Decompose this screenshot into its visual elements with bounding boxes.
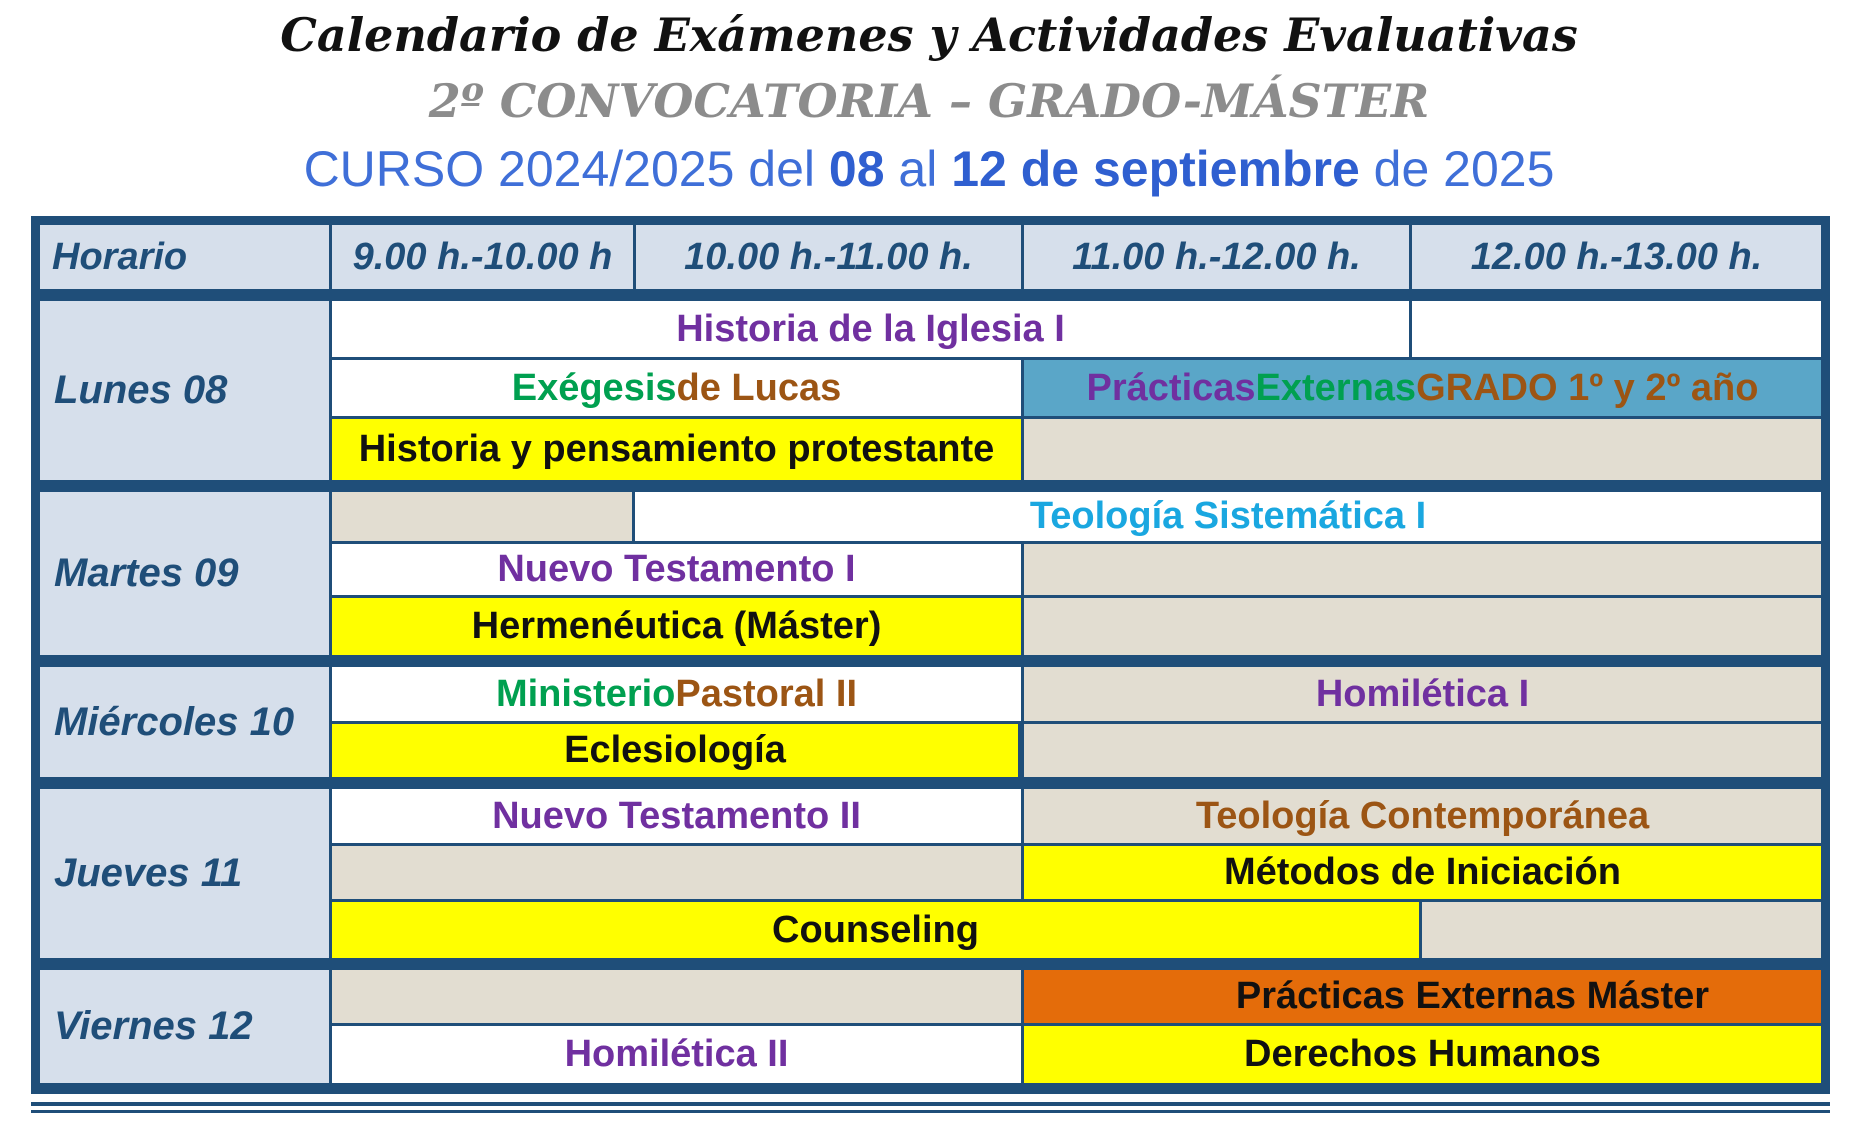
day-lunes: Lunes 08 — [40, 301, 329, 480]
ministerio-part-b: Pastoral II — [675, 672, 858, 715]
empty-cell — [1422, 902, 1821, 958]
exam-ministerio-pastoral — [332, 667, 1021, 721]
header-slot-2: 10.00 h.-11.00 h. — [636, 225, 1021, 289]
exam-nuevo-testamento-1: Nuevo Testamento I — [332, 544, 1021, 595]
empty-cell — [332, 970, 1021, 1023]
day-miercoles: Miércoles 10 — [40, 667, 329, 777]
exam-teologia-sistematica: Teología Sistemática I — [635, 492, 1821, 541]
header-slot-3: 11.00 h.-12.00 h. — [1024, 225, 1409, 289]
schedule-table — [31, 216, 1830, 1094]
exam-eclesiologia: Eclesiología — [332, 724, 1018, 777]
header-horario: Horario — [40, 225, 329, 289]
day-martes: Martes 09 — [40, 492, 329, 655]
course-prefix: CURSO 2024/2025 del — [303, 141, 829, 197]
empty-cell — [332, 492, 632, 541]
page-subtitle: 2º CONVOCATORIA – GRADO-MÁSTER — [428, 74, 1430, 128]
course-suffix: de 2025 — [1359, 141, 1555, 197]
exam-historia-iglesia: Historia de la Iglesia I — [332, 301, 1409, 357]
practicas-part-b: Externas — [1255, 366, 1417, 409]
date-end: 12 de septiembre — [951, 141, 1360, 197]
exam-hermeneutica: Hermenéutica (Máster) — [332, 598, 1021, 655]
empty-cell — [1024, 724, 1821, 777]
empty-cell — [1024, 544, 1821, 595]
page-title: Calendario de Exámenes y Actividades Evaluativas — [280, 8, 1578, 62]
empty-cell — [1412, 301, 1821, 357]
header-slot-4: 12.00 h.-13.00 h. — [1412, 225, 1821, 289]
day-viernes: Viernes 12 — [40, 970, 329, 1083]
exam-homiletica-2: Homilética II — [332, 1026, 1021, 1083]
empty-cell — [1024, 598, 1821, 655]
empty-cell — [332, 846, 1021, 899]
practicas-part-a: Prácticas — [1086, 366, 1256, 409]
course-dates — [0, 140, 1858, 198]
exam-exegesis-lucas — [332, 360, 1021, 416]
exam-teologia-contemporanea: Teología Contemporánea — [1024, 789, 1821, 843]
exam-counseling: Counseling — [332, 902, 1419, 958]
exam-exegesis-part-a: Exégesis — [511, 366, 677, 409]
footer-rule — [31, 1102, 1830, 1106]
exam-metodos-iniciacion: Métodos de Iniciación — [1024, 846, 1821, 899]
exam-homiletica-1: Homilética I — [1024, 667, 1821, 721]
exam-historia-pensamiento: Historia y pensamiento protestante — [332, 419, 1021, 480]
exam-nuevo-testamento-2: Nuevo Testamento II — [332, 789, 1021, 843]
footer-rule — [31, 1110, 1830, 1113]
ministerio-part-a: Ministerio — [495, 672, 676, 715]
exam-practicas-master: Prácticas Externas Máster — [1024, 970, 1821, 1023]
exam-exegesis-part-b: de Lucas — [676, 366, 842, 409]
date-start: 08 — [828, 141, 885, 197]
day-jueves: Jueves 11 — [40, 789, 329, 958]
empty-cell — [1024, 419, 1821, 480]
exam-derechos-humanos: Derechos Humanos — [1024, 1026, 1821, 1083]
course-mid: al — [884, 141, 952, 197]
exam-practicas-grado — [1024, 360, 1821, 416]
practicas-part-c: GRADO 1º y 2º año — [1416, 366, 1759, 409]
header-slot-1: 9.00 h.-10.00 h — [332, 225, 633, 289]
